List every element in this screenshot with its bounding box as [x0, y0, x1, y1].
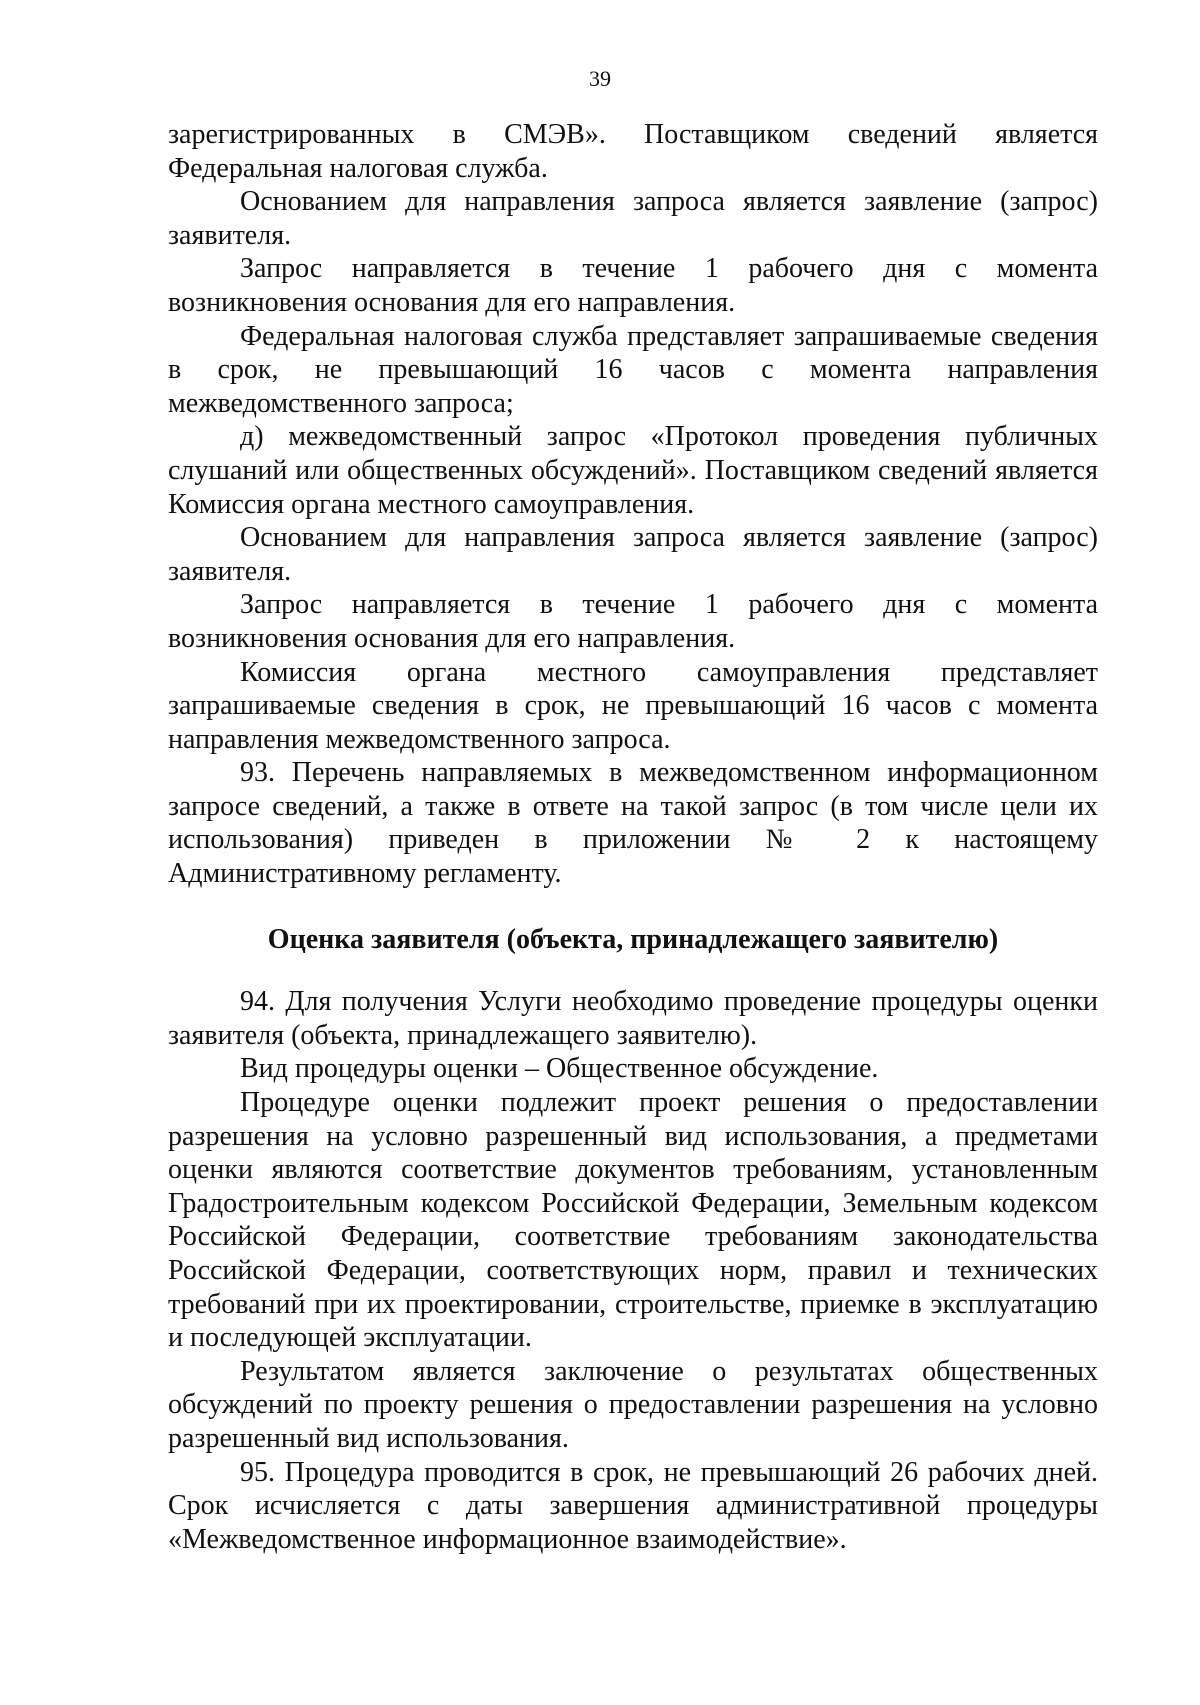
paragraph: Комиссия органа местного самоуправления представляет запрашиваемые сведения в срок, не превышающий 16 часов с момента направления межведомственного запроса. [168, 656, 1098, 755]
paragraph: Процедуре оценки подлежит проект решения о предоставлении разрешения на условно разрешенный вид использования, а предметами оценки являются соответствие документов требованиям, установленным Градостроительным кодексом Российской Федерации, Земельным кодексом Российской Федерации, соответствие требованиям законодательства Российской Федерации, соответствующих норм, правил и технических требований при их проектировании, строительстве, приемке в эксплуатацию и последующей эксплуатации. [168, 1087, 1098, 1354]
paragraph: Основанием для направления запроса является заявление (запрос) заявителя. [168, 522, 1098, 587]
paragraph: 93. Перечень направляемых в межведомственном информационном запросе сведений, а также в ответе на такой запрос (в том числе цели их использования) приведен в приложении № 2 к настоящему Административному регламенту. [168, 757, 1098, 890]
paragraph: Основанием для направления запроса является заявление (запрос) заявителя. [168, 186, 1098, 251]
paragraph: зарегистрированных в СМЭВ». Поставщиком сведений является Федеральная налоговая служба. [168, 119, 1098, 184]
paragraph: 94. Для получения Услуги необходимо проведение процедуры оценки заявителя (объекта, принадлежащего заявителю). [168, 986, 1098, 1051]
paragraph: д) межведомственный запрос «Протокол проведения публичных слушаний или общественных обсуждений». Поставщиком сведений является Комиссия органа местного самоуправления. [168, 421, 1098, 520]
paragraph: Результатом является заключение о результатах общественных обсуждений по проекту решения о предоставлении разрешения на условно разрешенный вид использования. [168, 1355, 1098, 1454]
page-number: 39 [589, 66, 611, 91]
paragraph: Вид процедуры оценки – Общественное обсуждение. [240, 1053, 879, 1085]
paragraph: Федеральная налоговая служба представляет запрашиваемые сведения в срок, не превышающий 16 часов с момента направления межведомственного запроса; [168, 320, 1098, 419]
section-heading: Оценка заявителя (объекта, принадлежащего заявителю) [267, 923, 999, 955]
paragraph: Запрос направляется в течение 1 рабочего дня с момента возникновения основания для его направления. [168, 253, 1098, 318]
document-body [168, 118, 1098, 1556]
paragraph: 95. Процедура проводится в срок, не превышающий 26 рабочих дней. Срок исчисляется с даты завершения административной процедуры «Межведомственное информационное взаимодействие». [168, 1456, 1098, 1555]
paragraph: Запрос направляется в течение 1 рабочего дня с момента возникновения основания для его направления. [168, 589, 1098, 654]
